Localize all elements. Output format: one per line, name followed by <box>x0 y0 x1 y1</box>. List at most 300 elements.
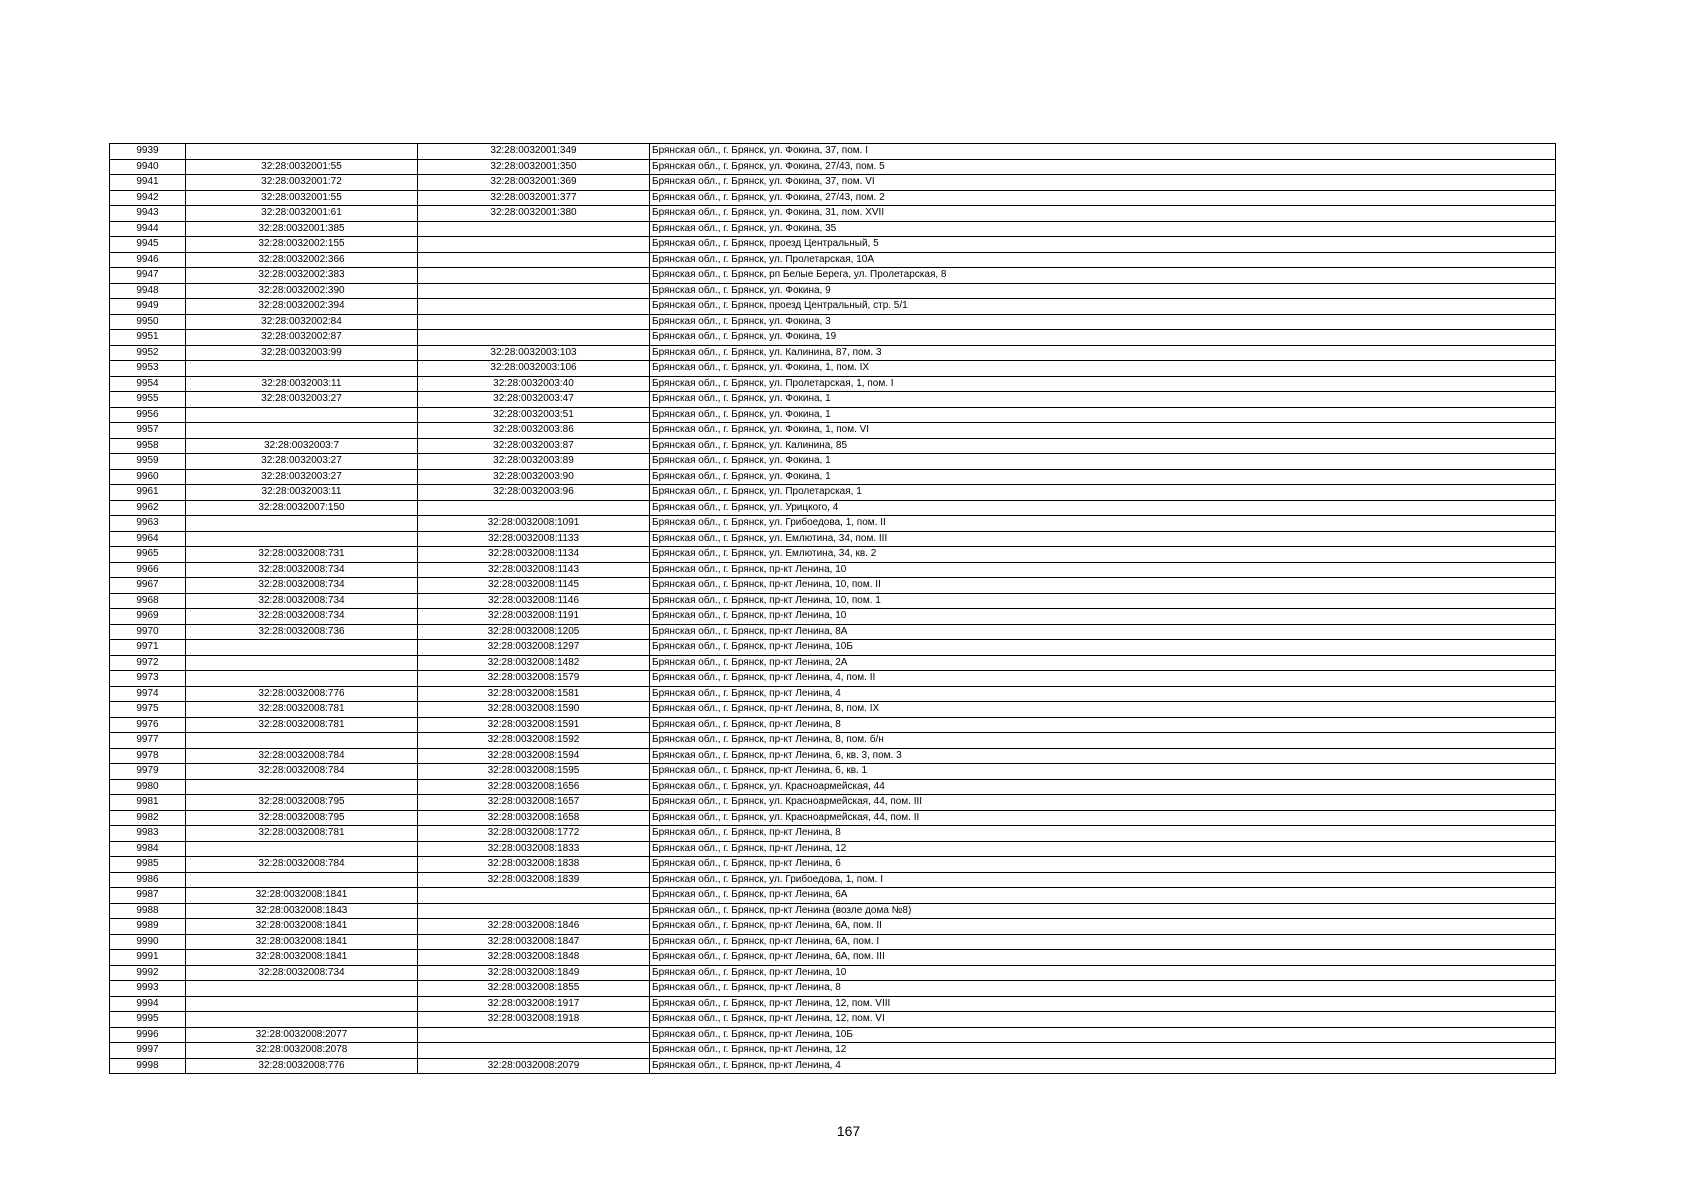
land-parcel-number-cell: 32:28:0032008:2077 <box>186 1027 418 1043</box>
row-number-cell: 9953 <box>110 361 186 377</box>
table-row <box>110 438 1556 454</box>
row-number-cell: 9975 <box>110 702 186 718</box>
row-number-cell: 9946 <box>110 252 186 268</box>
object-cadastral-number-cell: 32:28:0032008:1145 <box>418 578 650 594</box>
table-row <box>110 237 1556 253</box>
land-parcel-number-cell: 32:28:0032008:781 <box>186 826 418 842</box>
object-cadastral-number-cell <box>418 330 650 346</box>
address-cell: Брянская обл., г. Брянск, ул. Фокина, 1 <box>650 392 1556 408</box>
land-parcel-number-cell: 32:28:0032001:72 <box>186 175 418 191</box>
row-number-cell: 9949 <box>110 299 186 315</box>
address-cell: Брянская обл., г. Брянск, пр-кт Ленина, 4 <box>650 686 1556 702</box>
object-cadastral-number-cell: 32:28:0032008:1849 <box>418 965 650 981</box>
object-cadastral-number-cell: 32:28:0032008:1833 <box>418 841 650 857</box>
table-row <box>110 190 1556 206</box>
object-cadastral-number-cell: 32:28:0032008:1918 <box>418 1012 650 1028</box>
register-table-body <box>110 144 1556 1074</box>
land-parcel-number-cell: 32:28:0032008:1841 <box>186 888 418 904</box>
object-cadastral-number-cell: 32:28:0032008:1839 <box>418 872 650 888</box>
row-number-cell: 9959 <box>110 454 186 470</box>
table-row <box>110 996 1556 1012</box>
table-row <box>110 423 1556 439</box>
table-row <box>110 175 1556 191</box>
address-cell: Брянская обл., г. Брянск, ул. Фокина, 35 <box>650 221 1556 237</box>
object-cadastral-number-cell: 32:28:0032008:1657 <box>418 795 650 811</box>
table-row <box>110 268 1556 284</box>
object-cadastral-number-cell: 32:28:0032008:2079 <box>418 1058 650 1074</box>
land-parcel-number-cell: 32:28:0032001:55 <box>186 159 418 175</box>
object-cadastral-number-cell: 32:28:0032008:1595 <box>418 764 650 780</box>
object-cadastral-number-cell <box>418 500 650 516</box>
row-number-cell: 9964 <box>110 531 186 547</box>
table-row <box>110 717 1556 733</box>
address-cell: Брянская обл., г. Брянск, пр-кт Ленина, 10 <box>650 562 1556 578</box>
land-parcel-number-cell: 32:28:0032002:84 <box>186 314 418 330</box>
land-parcel-number-cell <box>186 655 418 671</box>
table-row <box>110 1043 1556 1059</box>
row-number-cell: 9996 <box>110 1027 186 1043</box>
address-cell: Брянская обл., г. Брянск, пр-кт Ленина, 10 <box>650 965 1556 981</box>
table-row <box>110 392 1556 408</box>
land-parcel-number-cell: 32:28:0032003:7 <box>186 438 418 454</box>
table-row <box>110 655 1556 671</box>
table-row <box>110 547 1556 563</box>
land-parcel-number-cell <box>186 640 418 656</box>
row-number-cell: 9962 <box>110 500 186 516</box>
table-row <box>110 934 1556 950</box>
object-cadastral-number-cell: 32:28:0032008:1658 <box>418 810 650 826</box>
land-parcel-number-cell <box>186 361 418 377</box>
row-number-cell: 9954 <box>110 376 186 392</box>
row-number-cell: 9955 <box>110 392 186 408</box>
row-number-cell: 9958 <box>110 438 186 454</box>
row-number-cell: 9989 <box>110 919 186 935</box>
table-row <box>110 578 1556 594</box>
address-cell: Брянская обл., г. Брянск, ул. Грибоедова, 1, пом. II <box>650 516 1556 532</box>
address-cell: Брянская обл., г. Брянск, ул. Фокина, 3 <box>650 314 1556 330</box>
object-cadastral-number-cell: 32:28:0032008:1091 <box>418 516 650 532</box>
table-row <box>110 376 1556 392</box>
table-row <box>110 950 1556 966</box>
object-cadastral-number-cell <box>418 268 650 284</box>
address-cell: Брянская обл., г. Брянск, ул. Урицкого, 4 <box>650 500 1556 516</box>
object-cadastral-number-cell: 32:28:0032003:103 <box>418 345 650 361</box>
land-parcel-number-cell: 32:28:0032008:1841 <box>186 934 418 950</box>
land-parcel-number-cell: 32:28:0032002:390 <box>186 283 418 299</box>
row-number-cell: 9968 <box>110 593 186 609</box>
table-row <box>110 516 1556 532</box>
land-parcel-number-cell <box>186 407 418 423</box>
address-cell: Брянская обл., г. Брянск, ул. Емлютина, 34, пом. III <box>650 531 1556 547</box>
row-number-cell: 9941 <box>110 175 186 191</box>
address-cell: Брянская обл., г. Брянск, пр-кт Ленина, 6 <box>650 857 1556 873</box>
land-parcel-number-cell: 32:28:0032002:155 <box>186 237 418 253</box>
address-cell: Брянская обл., г. Брянск, ул. Пролетарская, 10А <box>650 252 1556 268</box>
land-parcel-number-cell: 32:28:0032002:366 <box>186 252 418 268</box>
row-number-cell: 9991 <box>110 950 186 966</box>
object-cadastral-number-cell: 32:28:0032003:89 <box>418 454 650 470</box>
address-cell: Брянская обл., г. Брянск, пр-кт Ленина, 4 <box>650 1058 1556 1074</box>
address-cell: Брянская обл., г. Брянск, пр-кт Ленина, 4, пом. II <box>650 671 1556 687</box>
address-cell: Брянская обл., г. Брянск, проезд Центральный, 5 <box>650 237 1556 253</box>
row-number-cell: 9947 <box>110 268 186 284</box>
table-row <box>110 981 1556 997</box>
row-number-cell: 9978 <box>110 748 186 764</box>
object-cadastral-number-cell: 32:28:0032003:96 <box>418 485 650 501</box>
object-cadastral-number-cell: 32:28:0032008:1591 <box>418 717 650 733</box>
table-row <box>110 624 1556 640</box>
row-number-cell: 9983 <box>110 826 186 842</box>
object-cadastral-number-cell: 32:28:0032008:1134 <box>418 547 650 563</box>
row-number-cell: 9985 <box>110 857 186 873</box>
land-parcel-number-cell: 32:28:0032008:1843 <box>186 903 418 919</box>
address-cell: Брянская обл., г. Брянск, пр-кт Ленина, 12, пом. VI <box>650 1012 1556 1028</box>
address-cell: Брянская обл., г. Брянск, пр-кт Ленина, 12 <box>650 1043 1556 1059</box>
address-cell: Брянская обл., г. Брянск, пр-кт Ленина, 6А, пом. I <box>650 934 1556 950</box>
row-number-cell: 9944 <box>110 221 186 237</box>
table-row <box>110 361 1556 377</box>
table-row <box>110 779 1556 795</box>
table-row <box>110 795 1556 811</box>
object-cadastral-number-cell <box>418 1043 650 1059</box>
object-cadastral-number-cell: 32:28:0032008:1297 <box>418 640 650 656</box>
row-number-cell: 9963 <box>110 516 186 532</box>
address-cell: Брянская обл., г. Брянск, ул. Красноармейская, 44, пом. II <box>650 810 1556 826</box>
address-cell: Брянская обл., г. Брянск, пр-кт Ленина, 6А, пом. III <box>650 950 1556 966</box>
row-number-cell: 9990 <box>110 934 186 950</box>
object-cadastral-number-cell: 32:28:0032008:1482 <box>418 655 650 671</box>
land-parcel-number-cell: 32:28:0032008:734 <box>186 609 418 625</box>
object-cadastral-number-cell: 32:28:0032008:1917 <box>418 996 650 1012</box>
address-cell: Брянская обл., г. Брянск, ул. Фокина, 37, пом. I <box>650 144 1556 160</box>
object-cadastral-number-cell: 32:28:0032001:369 <box>418 175 650 191</box>
table-row <box>110 485 1556 501</box>
land-parcel-number-cell <box>186 516 418 532</box>
row-number-cell: 9987 <box>110 888 186 904</box>
object-cadastral-number-cell: 32:28:0032008:1855 <box>418 981 650 997</box>
object-cadastral-number-cell <box>418 221 650 237</box>
table-row <box>110 609 1556 625</box>
table-row <box>110 671 1556 687</box>
object-cadastral-number-cell: 32:28:0032008:1656 <box>418 779 650 795</box>
address-cell: Брянская обл., г. Брянск, ул. Емлютина, 34, кв. 2 <box>650 547 1556 563</box>
row-number-cell: 9966 <box>110 562 186 578</box>
table-row <box>110 206 1556 222</box>
land-parcel-number-cell: 32:28:0032008:781 <box>186 717 418 733</box>
land-parcel-number-cell <box>186 671 418 687</box>
table-row <box>110 314 1556 330</box>
address-cell: Брянская обл., г. Брянск, ул. Грибоедова, 1, пом. I <box>650 872 1556 888</box>
row-number-cell: 9976 <box>110 717 186 733</box>
table-row <box>110 562 1556 578</box>
object-cadastral-number-cell <box>418 314 650 330</box>
row-number-cell: 9943 <box>110 206 186 222</box>
object-cadastral-number-cell: 32:28:0032008:1146 <box>418 593 650 609</box>
land-parcel-number-cell: 32:28:0032001:385 <box>186 221 418 237</box>
object-cadastral-number-cell <box>418 252 650 268</box>
table-row <box>110 144 1556 160</box>
land-parcel-number-cell <box>186 531 418 547</box>
address-cell: Брянская обл., г. Брянск, ул. Фокина, 1, пом. IX <box>650 361 1556 377</box>
object-cadastral-number-cell: 32:28:0032003:87 <box>418 438 650 454</box>
object-cadastral-number-cell: 32:28:0032008:1205 <box>418 624 650 640</box>
row-number-cell: 9945 <box>110 237 186 253</box>
land-parcel-number-cell: 32:28:0032008:795 <box>186 795 418 811</box>
object-cadastral-number-cell: 32:28:0032003:90 <box>418 469 650 485</box>
object-cadastral-number-cell <box>418 1027 650 1043</box>
address-cell: Брянская обл., г. Брянск, пр-кт Ленина, 6А, пом. II <box>650 919 1556 935</box>
table-row <box>110 593 1556 609</box>
land-parcel-number-cell: 32:28:0032003:99 <box>186 345 418 361</box>
table-row <box>110 826 1556 842</box>
object-cadastral-number-cell: 32:28:0032003:47 <box>418 392 650 408</box>
row-number-cell: 9961 <box>110 485 186 501</box>
row-number-cell: 9960 <box>110 469 186 485</box>
address-cell: Брянская обл., г. Брянск, проезд Центральный, стр. 5/1 <box>650 299 1556 315</box>
row-number-cell: 9940 <box>110 159 186 175</box>
land-parcel-number-cell <box>186 872 418 888</box>
land-parcel-number-cell: 32:28:0032003:27 <box>186 469 418 485</box>
row-number-cell: 9956 <box>110 407 186 423</box>
land-parcel-number-cell: 32:28:0032003:11 <box>186 376 418 392</box>
row-number-cell: 9984 <box>110 841 186 857</box>
object-cadastral-number-cell: 32:28:0032008:1838 <box>418 857 650 873</box>
address-cell: Брянская обл., г. Брянск, пр-кт Ленина, 6А <box>650 888 1556 904</box>
address-cell: Брянская обл., г. Брянск, рп Белые Берега, ул. Пролетарская, 8 <box>650 268 1556 284</box>
row-number-cell: 9979 <box>110 764 186 780</box>
object-cadastral-number-cell: 32:28:0032008:1191 <box>418 609 650 625</box>
table-row <box>110 299 1556 315</box>
address-cell: Брянская обл., г. Брянск, пр-кт Ленина, 8 <box>650 981 1556 997</box>
land-parcel-number-cell: 32:28:0032002:394 <box>186 299 418 315</box>
table-row <box>110 841 1556 857</box>
address-cell: Брянская обл., г. Брянск, ул. Фокина, 1 <box>650 407 1556 423</box>
table-row <box>110 1012 1556 1028</box>
land-parcel-number-cell: 32:28:0032008:2078 <box>186 1043 418 1059</box>
row-number-cell: 9942 <box>110 190 186 206</box>
object-cadastral-number-cell: 32:28:0032008:1133 <box>418 531 650 547</box>
land-parcel-number-cell: 32:28:0032003:11 <box>186 485 418 501</box>
address-cell: Брянская обл., г. Брянск, ул. Фокина, 1 <box>650 469 1556 485</box>
address-cell: Брянская обл., г. Брянск, ул. Фокина, 9 <box>650 283 1556 299</box>
table-row <box>110 283 1556 299</box>
land-parcel-number-cell: 32:28:0032008:734 <box>186 578 418 594</box>
land-parcel-number-cell: 32:28:0032008:784 <box>186 764 418 780</box>
address-cell: Брянская обл., г. Брянск, пр-кт Ленина, 8А <box>650 624 1556 640</box>
row-number-cell: 9965 <box>110 547 186 563</box>
address-cell: Брянская обл., г. Брянск, пр-кт Ленина, 10, пом. 1 <box>650 593 1556 609</box>
object-cadastral-number-cell: 32:28:0032008:1848 <box>418 950 650 966</box>
object-cadastral-number-cell <box>418 283 650 299</box>
row-number-cell: 9998 <box>110 1058 186 1074</box>
land-parcel-number-cell <box>186 981 418 997</box>
row-number-cell: 9992 <box>110 965 186 981</box>
land-parcel-number-cell: 32:28:0032003:27 <box>186 454 418 470</box>
land-parcel-number-cell: 32:28:0032008:1841 <box>186 919 418 935</box>
table-row <box>110 748 1556 764</box>
table-row <box>110 221 1556 237</box>
address-cell: Брянская обл., г. Брянск, ул. Пролетарская, 1, пом. I <box>650 376 1556 392</box>
table-row <box>110 810 1556 826</box>
row-number-cell: 9981 <box>110 795 186 811</box>
register-table <box>109 143 1556 1074</box>
land-parcel-number-cell: 32:28:0032008:784 <box>186 857 418 873</box>
address-cell: Брянская обл., г. Брянск, ул. Фокина, 37, пом. VI <box>650 175 1556 191</box>
address-cell: Брянская обл., г. Брянск, ул. Фокина, 1, пом. VI <box>650 423 1556 439</box>
land-parcel-number-cell: 32:28:0032008:734 <box>186 965 418 981</box>
row-number-cell: 9957 <box>110 423 186 439</box>
object-cadastral-number-cell: 32:28:0032001:377 <box>418 190 650 206</box>
land-parcel-number-cell: 32:28:0032002:383 <box>186 268 418 284</box>
land-parcel-number-cell: 32:28:0032008:736 <box>186 624 418 640</box>
address-cell: Брянская обл., г. Брянск, пр-кт Ленина, 8 <box>650 826 1556 842</box>
table-row <box>110 919 1556 935</box>
land-parcel-number-cell <box>186 144 418 160</box>
row-number-cell: 9948 <box>110 283 186 299</box>
object-cadastral-number-cell: 32:28:0032008:1772 <box>418 826 650 842</box>
land-parcel-number-cell: 32:28:0032001:55 <box>186 190 418 206</box>
address-cell: Брянская обл., г. Брянск, ул. Калинина, 87, пом. 3 <box>650 345 1556 361</box>
address-cell: Брянская обл., г. Брянск, ул. Фокина, 27/43, пом. 5 <box>650 159 1556 175</box>
row-number-cell: 9967 <box>110 578 186 594</box>
land-parcel-number-cell: 32:28:0032001:61 <box>186 206 418 222</box>
table-row <box>110 888 1556 904</box>
land-parcel-number-cell: 32:28:0032008:776 <box>186 686 418 702</box>
table-row <box>110 469 1556 485</box>
row-number-cell: 9974 <box>110 686 186 702</box>
table-row <box>110 965 1556 981</box>
address-cell: Брянская обл., г. Брянск, пр-кт Ленина, 12 <box>650 841 1556 857</box>
row-number-cell: 9993 <box>110 981 186 997</box>
row-number-cell: 9950 <box>110 314 186 330</box>
address-cell: Брянская обл., г. Брянск, пр-кт Ленина, 8, пом. IX <box>650 702 1556 718</box>
table-row <box>110 1058 1556 1074</box>
address-cell: Брянская обл., г. Брянск, пр-кт Ленина, 12, пом. VIII <box>650 996 1556 1012</box>
table-row <box>110 872 1556 888</box>
table-row <box>110 1027 1556 1043</box>
address-cell: Брянская обл., г. Брянск, ул. Фокина, 19 <box>650 330 1556 346</box>
address-cell: Брянская обл., г. Брянск, пр-кт Ленина, 2А <box>650 655 1556 671</box>
land-parcel-number-cell <box>186 841 418 857</box>
table-row <box>110 686 1556 702</box>
land-parcel-number-cell: 32:28:0032003:27 <box>186 392 418 408</box>
address-cell: Брянская обл., г. Брянск, пр-кт Ленина, 8 <box>650 717 1556 733</box>
row-number-cell: 9982 <box>110 810 186 826</box>
address-cell: Брянская обл., г. Брянск, пр-кт Ленина, 8, пом. б/н <box>650 733 1556 749</box>
land-parcel-number-cell: 32:28:0032008:731 <box>186 547 418 563</box>
object-cadastral-number-cell: 32:28:0032003:106 <box>418 361 650 377</box>
row-number-cell: 9972 <box>110 655 186 671</box>
address-cell: Брянская обл., г. Брянск, пр-кт Ленина, 10 <box>650 609 1556 625</box>
land-parcel-number-cell: 32:28:0032008:784 <box>186 748 418 764</box>
object-cadastral-number-cell <box>418 903 650 919</box>
land-parcel-number-cell <box>186 779 418 795</box>
object-cadastral-number-cell: 32:28:0032008:1846 <box>418 919 650 935</box>
address-cell: Брянская обл., г. Брянск, ул. Фокина, 27/43, пом. 2 <box>650 190 1556 206</box>
object-cadastral-number-cell: 32:28:0032001:380 <box>418 206 650 222</box>
land-parcel-number-cell <box>186 733 418 749</box>
object-cadastral-number-cell <box>418 237 650 253</box>
row-number-cell: 9969 <box>110 609 186 625</box>
object-cadastral-number-cell: 32:28:0032003:86 <box>418 423 650 439</box>
table-row <box>110 159 1556 175</box>
table-row <box>110 764 1556 780</box>
object-cadastral-number-cell: 32:28:0032001:349 <box>418 144 650 160</box>
object-cadastral-number-cell: 32:28:0032008:1594 <box>418 748 650 764</box>
land-parcel-number-cell <box>186 1012 418 1028</box>
table-row <box>110 640 1556 656</box>
table-row <box>110 345 1556 361</box>
row-number-cell: 9970 <box>110 624 186 640</box>
table-row <box>110 454 1556 470</box>
row-number-cell: 9986 <box>110 872 186 888</box>
land-parcel-number-cell <box>186 996 418 1012</box>
row-number-cell: 9988 <box>110 903 186 919</box>
land-parcel-number-cell: 32:28:0032002:87 <box>186 330 418 346</box>
address-cell: Брянская обл., г. Брянск, пр-кт Ленина, 6, кв. 1 <box>650 764 1556 780</box>
address-cell: Брянская обл., г. Брянск, ул. Красноармейская, 44, пом. III <box>650 795 1556 811</box>
table-row <box>110 531 1556 547</box>
row-number-cell: 9939 <box>110 144 186 160</box>
land-parcel-number-cell: 32:28:0032008:795 <box>186 810 418 826</box>
land-parcel-number-cell: 32:28:0032008:776 <box>186 1058 418 1074</box>
row-number-cell: 9997 <box>110 1043 186 1059</box>
land-parcel-number-cell: 32:28:0032008:781 <box>186 702 418 718</box>
row-number-cell: 9951 <box>110 330 186 346</box>
object-cadastral-number-cell: 32:28:0032008:1590 <box>418 702 650 718</box>
row-number-cell: 9980 <box>110 779 186 795</box>
table-row <box>110 857 1556 873</box>
row-number-cell: 9952 <box>110 345 186 361</box>
land-parcel-number-cell: 32:28:0032008:734 <box>186 562 418 578</box>
table-row <box>110 500 1556 516</box>
land-parcel-number-cell: 32:28:0032008:1841 <box>186 950 418 966</box>
row-number-cell: 9973 <box>110 671 186 687</box>
land-parcel-number-cell <box>186 423 418 439</box>
address-cell: Брянская обл., г. Брянск, ул. Пролетарская, 1 <box>650 485 1556 501</box>
object-cadastral-number-cell: 32:28:0032001:350 <box>418 159 650 175</box>
table-row <box>110 252 1556 268</box>
object-cadastral-number-cell: 32:28:0032008:1581 <box>418 686 650 702</box>
object-cadastral-number-cell: 32:28:0032008:1847 <box>418 934 650 950</box>
object-cadastral-number-cell <box>418 888 650 904</box>
row-number-cell: 9977 <box>110 733 186 749</box>
object-cadastral-number-cell: 32:28:0032003:40 <box>418 376 650 392</box>
table-row <box>110 733 1556 749</box>
object-cadastral-number-cell: 32:28:0032008:1579 <box>418 671 650 687</box>
object-cadastral-number-cell: 32:28:0032008:1592 <box>418 733 650 749</box>
land-parcel-number-cell: 32:28:0032008:734 <box>186 593 418 609</box>
address-cell: Брянская обл., г. Брянск, пр-кт Ленина, 10Б <box>650 1027 1556 1043</box>
address-cell: Брянская обл., г. Брянск, пр-кт Ленина, 6, кв. 3, пом. 3 <box>650 748 1556 764</box>
address-cell: Брянская обл., г. Брянск, пр-кт Ленина, 10Б <box>650 640 1556 656</box>
table-row <box>110 702 1556 718</box>
object-cadastral-number-cell: 32:28:0032008:1143 <box>418 562 650 578</box>
address-cell: Брянская обл., г. Брянск, пр-кт Ленина (возле дома №8) <box>650 903 1556 919</box>
row-number-cell: 9994 <box>110 996 186 1012</box>
address-cell: Брянская обл., г. Брянск, пр-кт Ленина, 10, пом. II <box>650 578 1556 594</box>
land-parcel-number-cell: 32:28:0032007:150 <box>186 500 418 516</box>
address-cell: Брянская обл., г. Брянск, ул. Красноармейская, 44 <box>650 779 1556 795</box>
table-row <box>110 407 1556 423</box>
table-row <box>110 330 1556 346</box>
row-number-cell: 9995 <box>110 1012 186 1028</box>
address-cell: Брянская обл., г. Брянск, ул. Фокина, 1 <box>650 454 1556 470</box>
object-cadastral-number-cell: 32:28:0032003:51 <box>418 407 650 423</box>
row-number-cell: 9971 <box>110 640 186 656</box>
page-number: 167 <box>836 1123 861 1139</box>
object-cadastral-number-cell <box>418 299 650 315</box>
